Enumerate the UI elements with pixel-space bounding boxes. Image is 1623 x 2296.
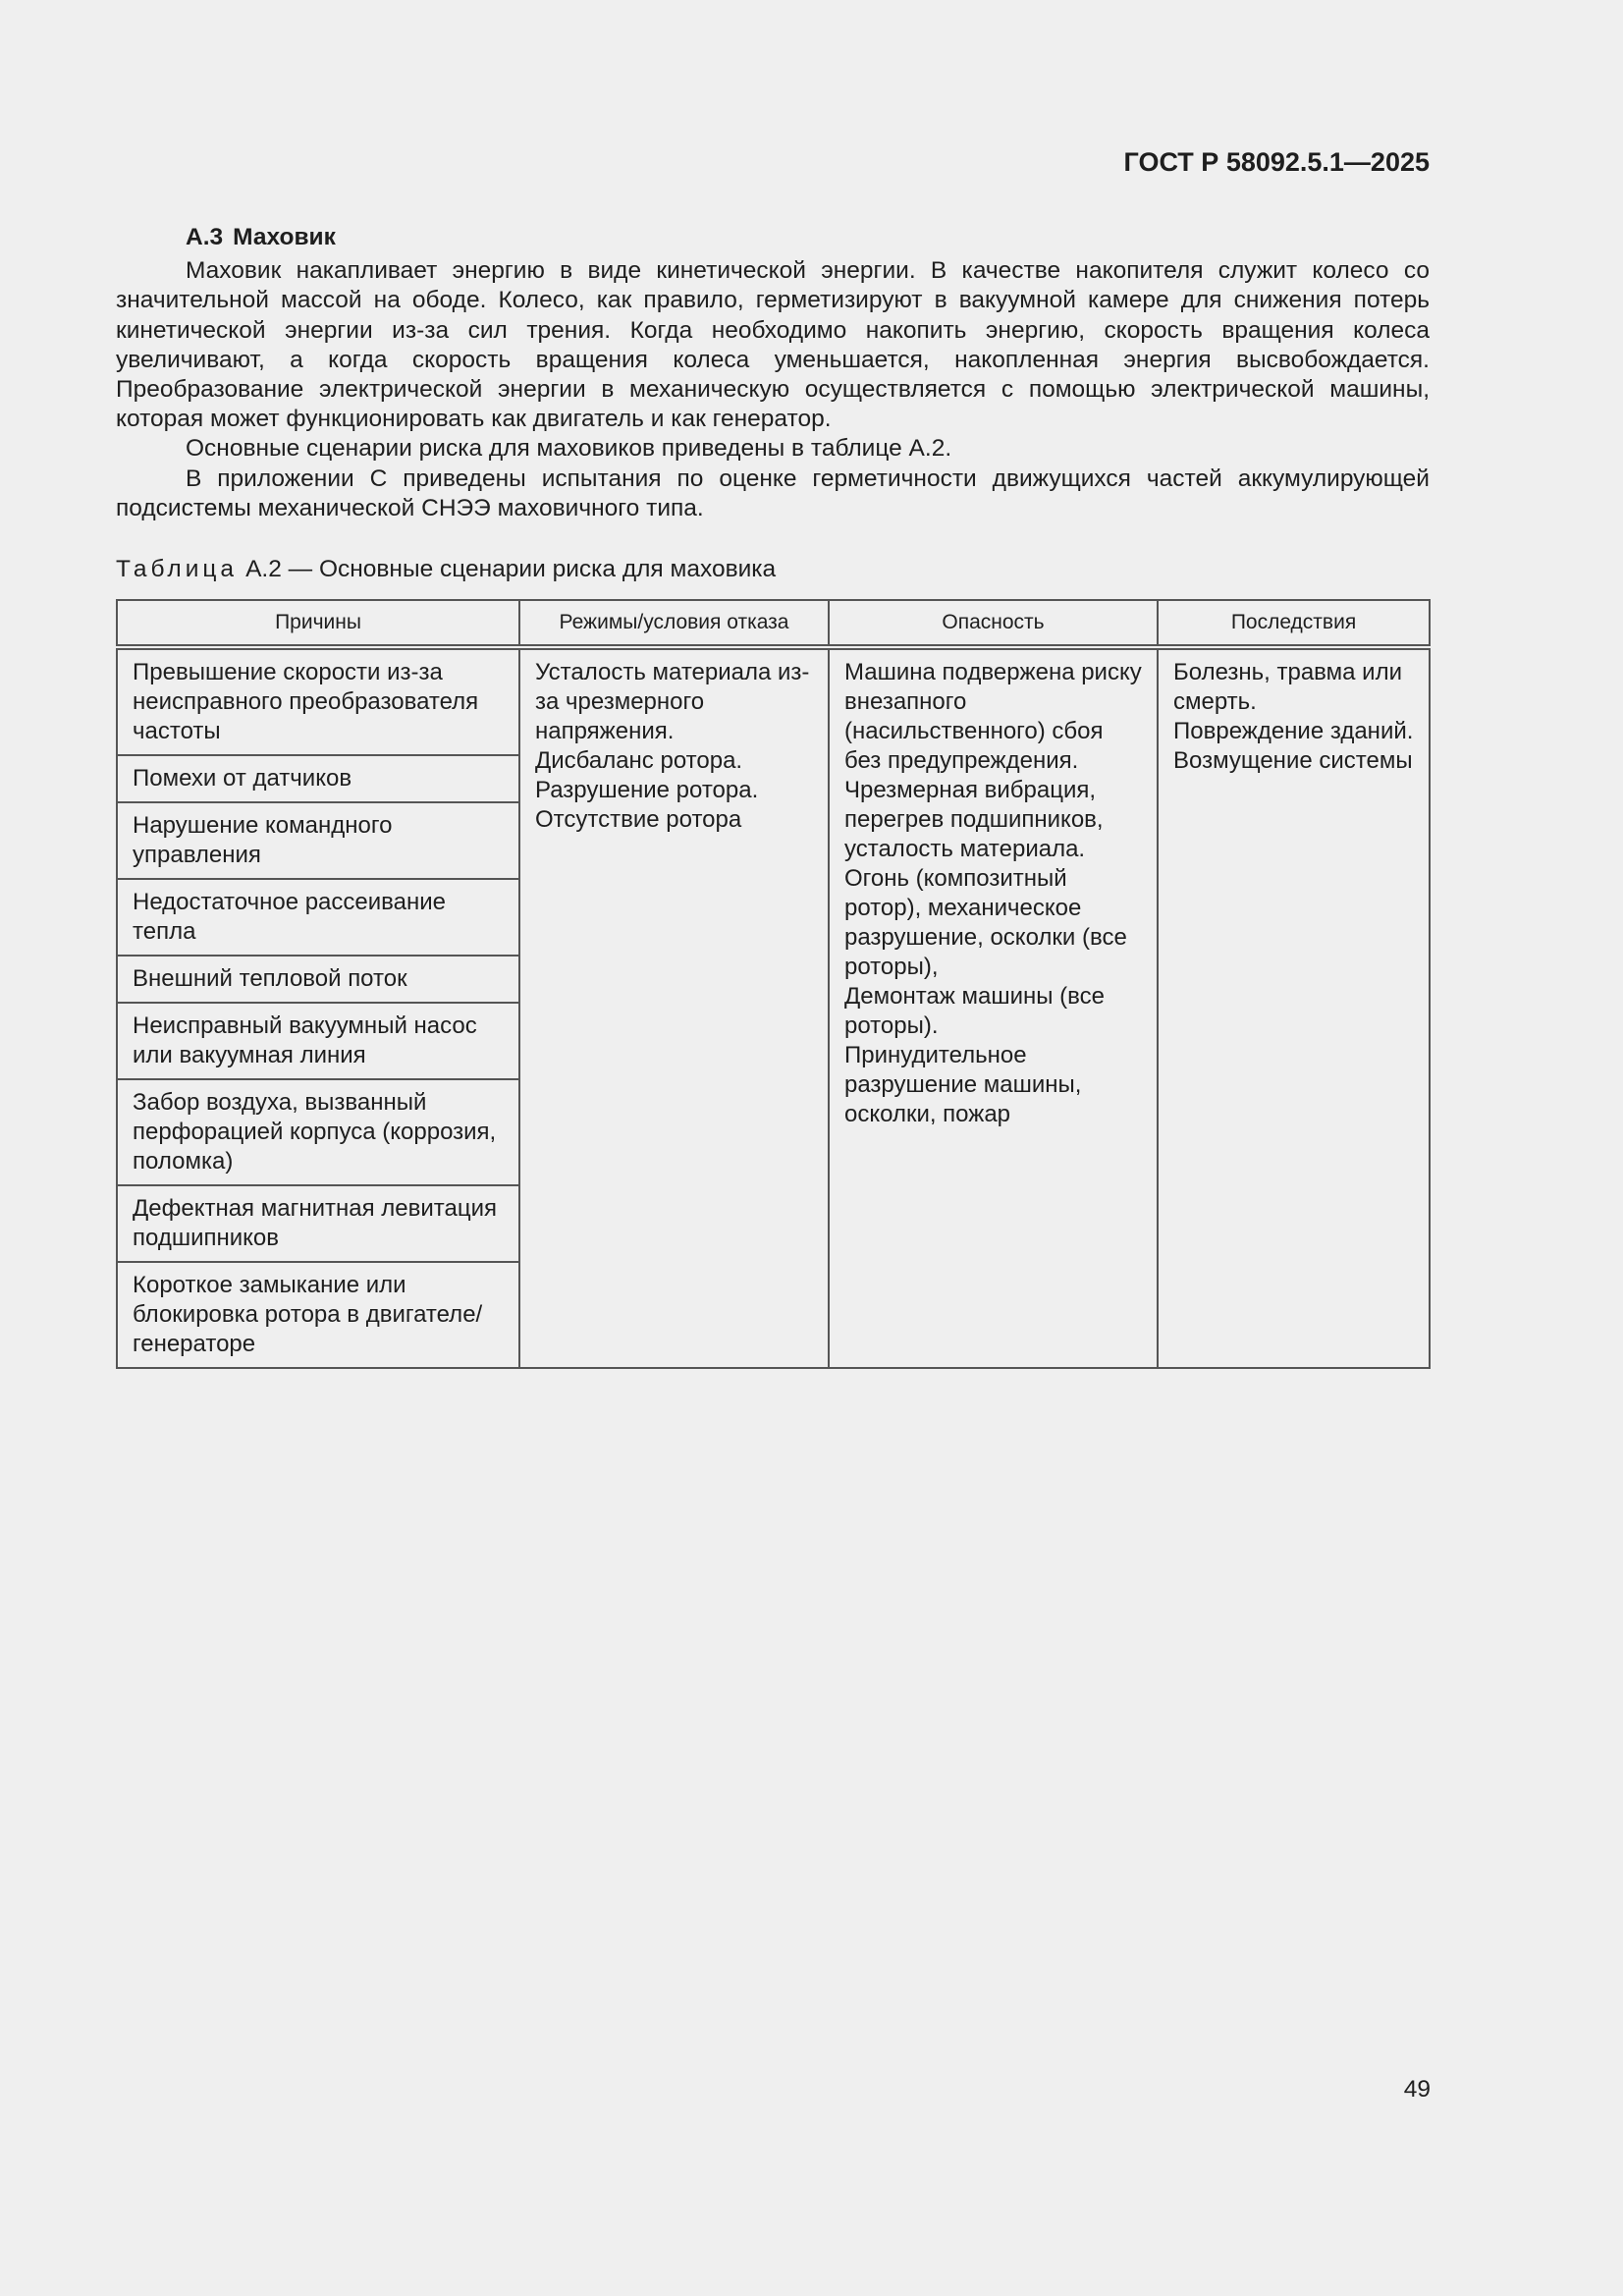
cause-cell: Превышение скорости из-за неисправного преобразователя частоты <box>117 647 519 755</box>
header-failure-modes: Режимы/условия отказа <box>519 600 829 647</box>
cause-cell: Нарушение командного управления <box>117 802 519 879</box>
body-paragraph-1: Маховик накапливает энергию в виде кинетической энергии. В качестве накопителя служит колесо со значительной массой на ободе. Колесо, как правило, герметизируют в вакуумной камере для снижения потерь кинетической энергии из-за сил трения. Когда необходимо накопить энергию, скорость вращения колеса увеличивают, а когда скорость вращения колеса уменьшается, накопленная энергия высвобождается. Преобразование электрической энергии в механическую осуществляется с помощью электрической машины, которая может функционировать как двигатель и как генератор. <box>116 257 1430 433</box>
section-a3 <box>116 223 1430 523</box>
table-caption-label: Таблица <box>116 556 239 582</box>
table-row <box>117 647 1430 755</box>
document-code: ГОСТ Р 58092.5.1—2025 <box>1123 147 1430 177</box>
cause-cell: Дефектная магнитная левитация подшипников <box>117 1185 519 1262</box>
table-caption-text: А.2 — Основные сценарии риска для маховика <box>245 556 777 582</box>
section-number: А.3 <box>186 224 224 250</box>
header-consequences: Последствия <box>1158 600 1430 647</box>
section-title: Маховик <box>233 224 336 250</box>
page-number: 49 <box>1403 2076 1431 2103</box>
cause-cell: Внешний тепловой поток <box>117 956 519 1003</box>
table-header-row <box>117 600 1430 647</box>
body-paragraph-2: Основные сценарии риска для маховиков приведены в таблице А.2. <box>186 435 952 463</box>
table-caption <box>116 556 776 583</box>
section-heading <box>116 223 1430 252</box>
cause-cell: Неисправный вакуумный насос или вакуумная линия <box>117 1003 519 1079</box>
header-causes: Причины <box>117 600 519 647</box>
header-hazards: Опасность <box>829 600 1158 647</box>
cause-cell: Недостаточное рассеивание тепла <box>117 879 519 956</box>
hazards-cell: Машина подвержена риску внезапного (насильственного) сбоя без предупреждения. Чрезмерная вибрация, перегрев подшипников, усталость материала. Огонь (композитный ротор), механическое разрушение, осколки (все роторы), Демонтаж машины (все роторы). Принудительное разрушение машины, осколки, пожар <box>829 647 1158 1368</box>
cause-cell: Помехи от датчиков <box>117 755 519 802</box>
consequences-cell: Болезнь, травма или смерть. Повреждение зданий. Возмущение системы <box>1158 647 1430 1368</box>
risk-scenarios-table <box>116 599 1431 1369</box>
cause-cell: Забор воздуха, вызванный перфорацией корпуса (коррозия, поломка) <box>117 1079 519 1185</box>
cause-cell: Короткое замыкание или блокировка ротора в двигателе/ генераторе <box>117 1262 519 1368</box>
body-paragraph-3: В приложении С приведены испытания по оценке герметичности движущихся частей аккумулирующей подсистемы механической СНЭЭ маховичного типа. <box>116 465 1430 521</box>
failure-modes-cell: Усталость материала из-за чрезмерного напряжения. Дисбаланс ротора. Разрушение ротора. Отсутствие ротора <box>519 647 829 1368</box>
